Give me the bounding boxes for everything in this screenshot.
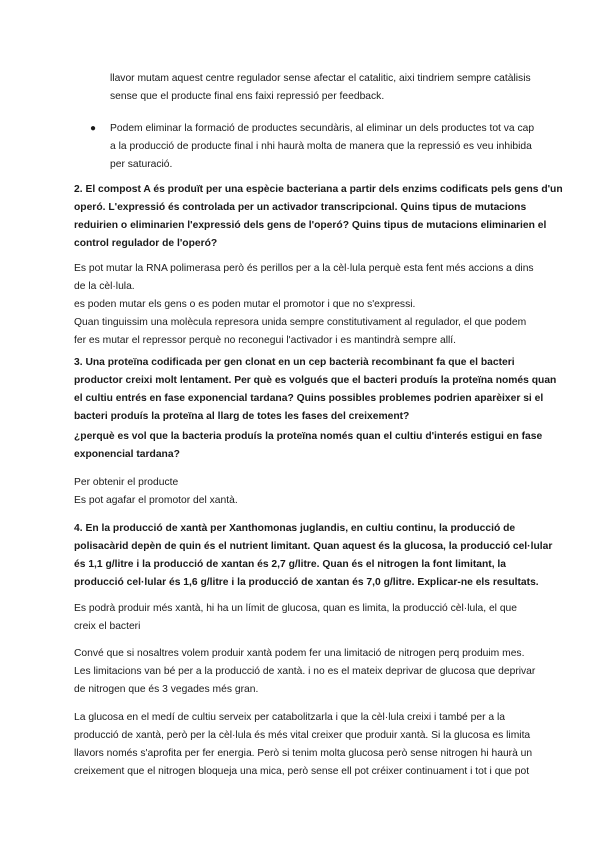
text-line: producció cel·lular és 1,6 g/litre i la producció de xantan és 7,0 g/litre. Explicar-ne els resultats. — [74, 577, 539, 588]
text-line: llavors només s'aprofita per fer energia. Però si tenim molta glucosa però sense nitrogen hi haurà un — [74, 748, 533, 759]
bullet-paragraph — [110, 120, 535, 174]
text-line: Les limitacions van bé per a la producció de xantà. i no es el mateix deprivar de glucosa que deprivar — [74, 666, 536, 677]
text-line: Podem eliminar la formació de productes secundàris, al eliminar un dels productes tot va cap — [110, 123, 535, 134]
text-line: reduirien o eliminarien l'expressió dels gens de l'operó? Quins tipus de mutacions eliminarien el — [74, 220, 547, 231]
text-line: productor creixi molt lentament. Per què es volgués que el bacteri produís la proteïna només quan — [74, 375, 557, 386]
text-line: producció de xantà, però per la cèl·lula és més vital creixer que produir xantà. Si la glucosa es limita — [74, 730, 531, 741]
bullet-icon: ● — [90, 123, 97, 134]
question-3 — [74, 354, 557, 426]
text-line: a la producció de producte final i nhi haurà molta de manera que la repressió es veu inhibida — [110, 141, 532, 152]
text-line: operó. L'expressió és controlada per un activador transcripcional. Quins tipus de mutacions — [74, 202, 527, 213]
text-line: Es pot agafar el promotor del xantà. — [74, 495, 238, 506]
text-line: 4. En la producció de xantà per Xanthomonas juglandis, en cultiu continu, la producció de — [74, 523, 516, 534]
question-3-followup — [74, 428, 543, 464]
text-line: de la cèl·lula. — [74, 281, 135, 292]
answer-2 — [74, 260, 534, 350]
text-line: Per obtenir el producte — [74, 477, 179, 488]
text-line: de nitrogen que és 3 vegades més gran. — [74, 684, 259, 695]
text-line: 3. Una proteïna codificada per gen clonat en un cep bacterià recombinant fa que el bacteri — [74, 357, 515, 368]
text-line: 2. El compost A és produït per una espècie bacteriana a partir dels enzims codificats pels gens d'un — [74, 184, 563, 195]
answer-4-part-2 — [74, 645, 536, 699]
text-line: bacteri produís la proteïna al llarg de totes les fases del creixement? — [74, 411, 410, 422]
text-line: La glucosa en el medí de cultiu serveix per catabolitzarla i que la cèl·lula creixi i també per a la — [74, 712, 505, 723]
text-line: sense que el producte final ens faixi repressió per feedback. — [110, 91, 385, 102]
text-line: creix el bacteri — [74, 621, 141, 632]
text-line: es poden mutar els gens o es poden mutar el promotor i que no s'expressi. — [74, 299, 416, 310]
text-line: ¿perquè es vol que la bacteria produís la proteïna només quan el cultiu d'interés estigui en fase — [74, 431, 543, 442]
question-4 — [74, 520, 553, 592]
text-line: Quan tinguissim una molècula represora unida sempre constitutivament al regulador, el que podem — [74, 317, 527, 328]
text-line: Es pot mutar la RNA polimerasa però és perillos per a la cèl·lula perquè esta fent més accions a dins — [74, 263, 534, 274]
text-line: creixement que el nitrogen bloqueja una mica, però sense ell pot créixer continuament i tot i que pot — [74, 766, 530, 777]
text-line: polisacàrid depèn de quin és el nutrient limitant. Quan aquest és la glucosa, la producció cel·lular — [74, 541, 553, 552]
answer-3 — [74, 474, 530, 510]
text-line: per saturació. — [110, 159, 173, 170]
text-line: Es podrà produir més xantà, hi ha un límit de glucosa, quan es limita, la producció cèl·lula, el que — [74, 603, 518, 614]
question-2 — [74, 181, 563, 253]
answer-4-part-3 — [74, 709, 533, 781]
text-line: control regulador de l'operó? — [74, 238, 218, 249]
text-line: llavor mutam aquest centre regulador sense afectar el catalitic, aixi tindriem sempre catàlisis — [110, 73, 531, 84]
answer-4-part-1 — [74, 600, 530, 636]
text-line: exponencial tardana? — [74, 449, 180, 460]
continued-paragraph — [110, 70, 530, 106]
text-line: fer es mutar el repressor perquè no reconegui l'activador i es mantindrà sempre allí. — [74, 335, 456, 346]
text-line: Convé que si nosaltres volem produir xantà podem fer una limitació de nitrogen perq produim mes. — [74, 648, 525, 659]
text-line: el cultiu entrés en fase exponencial tardana? Quins possibles problemes podrien aparèixer si el — [74, 393, 544, 404]
text-line: és 1,1 g/litre i la producció de xantan és 2,7 g/litre. Quan és el nitrogen la font limitant, la — [74, 559, 507, 570]
